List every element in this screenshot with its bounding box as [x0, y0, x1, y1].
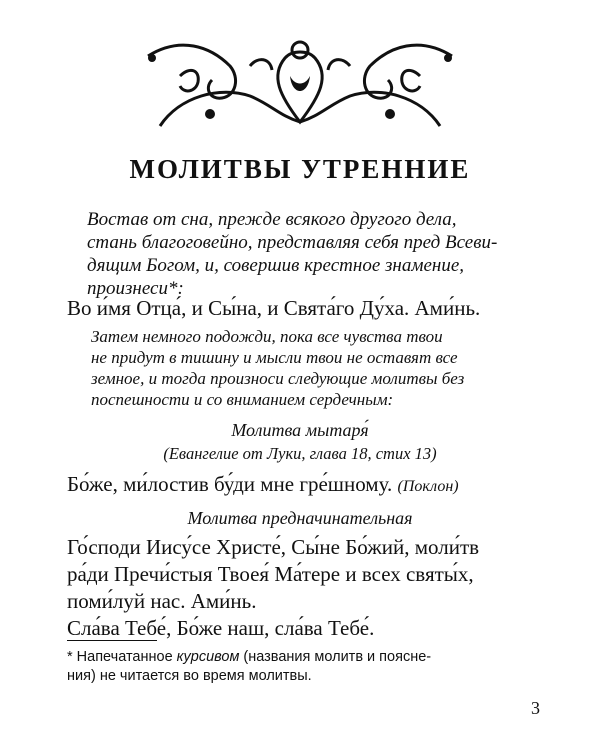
prayer-line: Го́споди Иису́се Христе́, Сы́не Бо́жий, моли́тв — [67, 535, 480, 559]
prayer-line: Бо́же, ми́лостив бу́ди мне гре́шному. — [67, 472, 393, 496]
prayer-line: Сла́ва Тебе́, Бо́же наш, сла́ва Тебе́. — [67, 616, 375, 640]
trinity-invocation: Во и́мя Отца́, и Сы́на, и Свята́го Ду́ха. Ами́нь. — [67, 296, 481, 320]
intro-line: стань благоговейно, представляя себя пред Всеви- — [87, 232, 498, 253]
prayer-line: поми́луй нас. Ами́нь. — [67, 589, 257, 613]
footnote-text: (названия молитв и поясне- — [239, 649, 432, 665]
intro-line: дящим Богом, и, совершив крестное знамение, — [87, 255, 465, 276]
intro-instruction — [87, 208, 517, 300]
publican-prayer-source: (Евангелие от Луки, глава 18, стих 13) — [163, 444, 437, 463]
prayer-line: ра́ди Пречи́стыя Твоея́ Ма́тере и всех святы́х, — [67, 562, 474, 586]
footnote-divider — [67, 640, 157, 641]
publican-prayer-text — [67, 471, 459, 500]
intro-line: произнеси*: — [87, 278, 184, 299]
footnote — [67, 648, 517, 686]
footnote-line — [67, 648, 517, 667]
page-number: 3 — [531, 698, 540, 718]
footnote-italic-word: курсивом — [176, 649, 240, 665]
footnote-text: * Напечатанное — [67, 649, 177, 665]
second-instruction — [91, 326, 521, 410]
instruction-line: поспешности и со вниманием сердечным: — [91, 390, 394, 409]
initial-prayer-heading: Молитва предначинательная — [187, 508, 413, 528]
footnote-line: ния) не читается во время молитвы. — [67, 668, 312, 684]
initial-prayer-text — [67, 534, 479, 642]
instruction-line: земное, и тогда произноси следующие молитвы без — [91, 369, 465, 388]
publican-prayer-heading: Молитва мытаря́ — [231, 420, 369, 440]
floral-headpiece-ornament — [140, 36, 460, 132]
bow-note: (Поклон) — [397, 478, 459, 495]
instruction-line: Затем немного подожди, пока все чувства твои — [91, 327, 443, 346]
intro-line: Востав от сна, прежде всякого другого дела, — [87, 209, 457, 230]
instruction-line: не придут в тишину и мысли твои не оставят все — [91, 348, 458, 367]
page-title: МОЛИТВЫ УТРЕННИЕ — [129, 154, 471, 184]
